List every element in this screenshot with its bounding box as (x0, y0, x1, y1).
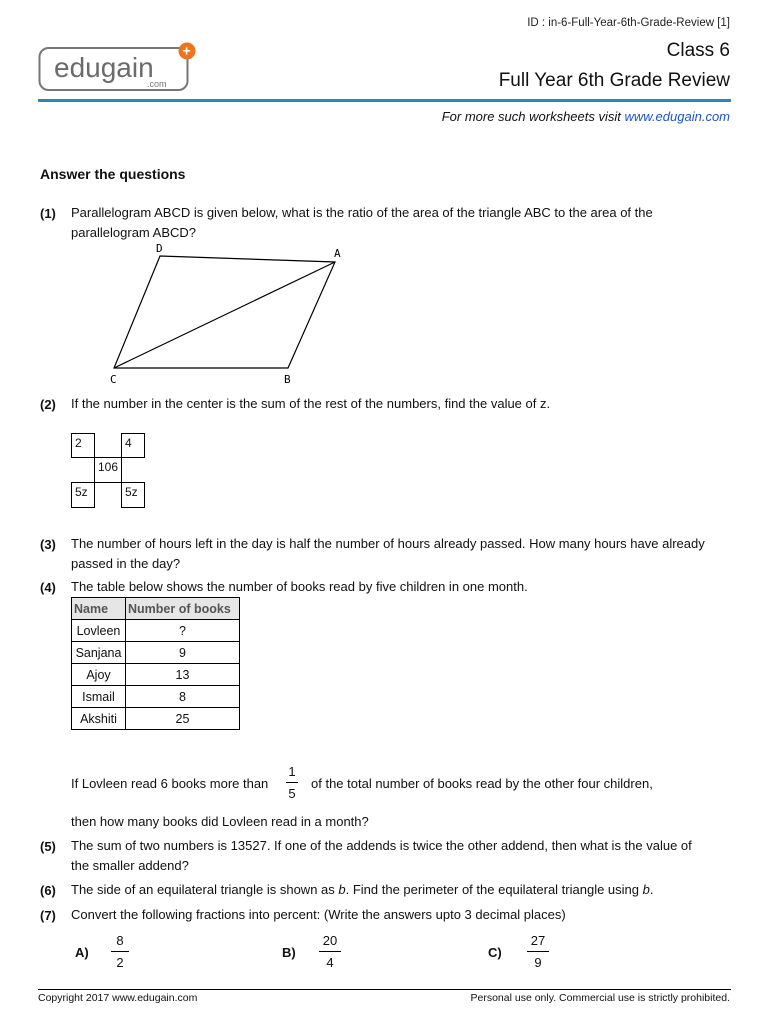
table-row (72, 686, 240, 708)
question-7-text: Convert the following fractions into percent: (Write the answers upto 3 decimal places) (71, 907, 566, 922)
table-cell-books: 13 (126, 664, 240, 686)
option-a-fraction (108, 933, 132, 970)
more-worksheets-text: For more such worksheets visit (441, 109, 625, 124)
table-cell-name: Akshiti (72, 708, 126, 730)
section-title: Answer the questions (40, 166, 186, 182)
books-table (71, 597, 240, 730)
logo-subtext: .com (147, 79, 167, 89)
vertex-label-b: B (284, 373, 291, 386)
option-b-fraction (317, 933, 343, 970)
question-number: (1) (40, 206, 56, 221)
table-cell-books: 8 (126, 686, 240, 708)
question-number: (5) (40, 839, 56, 854)
fraction-denominator: 2 (116, 955, 124, 970)
grid-cell-top-right: 4 (121, 433, 145, 458)
option-c-fraction (525, 933, 551, 970)
question-1-text: Parallelogram ABCD is given below, what is the ratio of the area of the triangle ABC to the area of the parallelogram ABCD? (71, 205, 653, 240)
question-number: (7) (40, 908, 56, 923)
option-b-label: B) (282, 945, 296, 960)
grid-cell-bottom-left: 5z (71, 482, 95, 508)
question-5-text: The sum of two numbers is 13527. If one of the addends is twice the other addend, then what is the value of the smaller addend? (71, 838, 692, 873)
table-cell-name: Sanjana (72, 642, 126, 664)
grid-cell-bottom-right: 5z (121, 482, 145, 508)
question-number: (6) (40, 883, 56, 898)
option-c-label: C) (488, 945, 502, 960)
table-header-books: Number of books (126, 598, 240, 620)
q6-text-c: . (649, 882, 654, 897)
fraction-denominator: 4 (326, 955, 334, 970)
table-cell-name: Ismail (72, 686, 126, 708)
fraction-bar (527, 951, 549, 952)
header-divider (38, 99, 731, 102)
table-row (72, 708, 240, 730)
fraction-bar (111, 951, 129, 952)
question-number: (3) (40, 537, 56, 552)
table-cell-name: Lovleen (72, 620, 126, 642)
q6-text-a: The side of an equilateral triangle is shown as (71, 882, 339, 897)
worksheet-title: Full Year 6th Grade Review (498, 70, 730, 91)
q6-text-b: . Find the perimeter of the equilateral triangle using (345, 882, 643, 897)
logo-text: edugain (54, 52, 154, 83)
fraction-bar (286, 782, 298, 783)
question-6-text (71, 880, 711, 900)
fraction-bar (319, 951, 341, 952)
usage-notice: Personal use only. Commercial use is strictly prohibited. (470, 992, 730, 1004)
fraction-denominator: 5 (288, 786, 296, 801)
grid-cell-top-left: 2 (71, 433, 95, 458)
q6-variable-b-2: b (642, 882, 650, 897)
q6-variable-b: b (338, 882, 346, 897)
vertex-label-a: A (334, 247, 341, 260)
logo-plus-badge: + (182, 42, 191, 59)
question-4-followup-prefix: If Lovleen read 6 books more than (71, 776, 269, 791)
parallelogram-diagram (100, 240, 360, 390)
table-cell-name: Ajoy (72, 664, 126, 686)
fraction-numerator: 8 (116, 933, 124, 948)
question-4-followup-end: then how many books did Lovleen read in a month? (71, 814, 369, 829)
edugain-logo (38, 42, 198, 94)
edugain-link[interactable]: www.edugain.com (624, 109, 730, 124)
fraction-one-fifth (283, 764, 301, 801)
class-name: Class 6 (666, 40, 730, 61)
option-a-label: A) (75, 945, 89, 960)
vertex-label-c: C (110, 373, 117, 386)
question-4-followup-suffix: of the total number of books read by the other four children, (311, 776, 653, 791)
table-header-row (72, 598, 240, 620)
question-number: (2) (40, 397, 56, 412)
question-3-text: The number of hours left in the day is half the number of hours already passed. How many hours have already passed in the day? (71, 536, 705, 571)
question-number: (4) (40, 580, 56, 595)
fraction-numerator: 27 (530, 933, 546, 948)
table-cell-books: 25 (126, 708, 240, 730)
table-row (72, 642, 240, 664)
table-row (72, 664, 240, 686)
question-4-text: The table below shows the number of books read by five children in one month. (71, 579, 528, 594)
worksheet-id: ID : in-6-Full-Year-6th-Grade-Review [1] (527, 17, 730, 29)
table-header-name: Name (72, 598, 126, 620)
grid-cell-center: 106 (94, 457, 122, 483)
question-2-text: If the number in the center is the sum of the rest of the numbers, find the value of z. (71, 396, 551, 411)
table-row (72, 620, 240, 642)
fraction-numerator: 20 (322, 933, 338, 948)
fraction-denominator: 9 (534, 955, 542, 970)
more-worksheets-line (442, 109, 730, 124)
table-cell-books: ? (126, 620, 240, 642)
table-cell-books: 9 (126, 642, 240, 664)
fraction-numerator: 1 (288, 764, 296, 779)
vertex-label-d: D (156, 242, 163, 255)
footer-divider (38, 989, 731, 990)
copyright-text: Copyright 2017 www.edugain.com (38, 992, 198, 1004)
logo-graphic (38, 42, 198, 94)
